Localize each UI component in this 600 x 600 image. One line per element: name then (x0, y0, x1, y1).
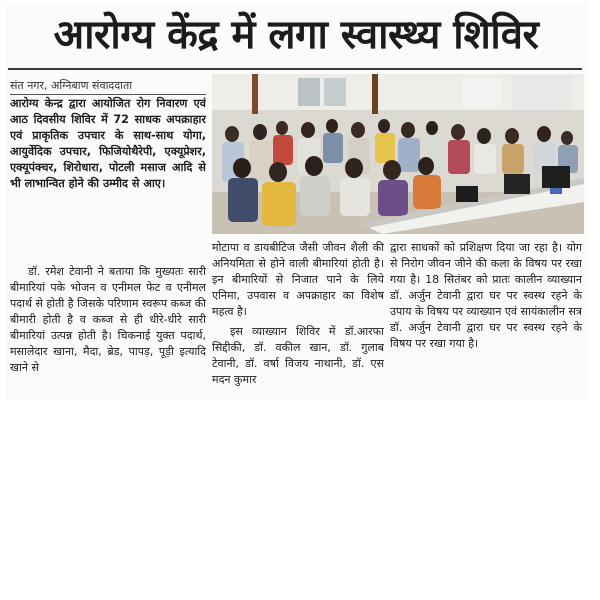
seminar-hall-illustration (212, 74, 584, 234)
body-paragraph-2: मोटापा व डायबीटिज जैसी जीवन शैली की अनियमिता से होने वाली बीमारियां होती है। इन बीमारियों से निजात पाने के लिये एनिमा, उपवास व अपक्राहार का विशेष महत्व है। (212, 241, 384, 318)
body-paragraph-4: द्वारा साधकों को प्रशिक्षण दिया जा रहा है। योग से निरोग जीवन जीने की कला के विषय पर रखा गया है। 18 सितंबर को प्रातः कालीन व्याख्यान डॉ. अर्जुन टेवानी द्वारा घर पर स्वस्थ रहने के उपाय के विषय पर व्याख्यान एवं सायंकालीन सत्र डॉ. अर्जुन टेवानी द्वारा घर पर स्वस्थ रहने के विषय पर रखा गया है। (390, 241, 582, 350)
body-paragraph-3 (212, 324, 384, 398)
body-paragraph-3-text: इस व्याख्यान शिविर में डॉ.आरफा सिद्दीकी, डॉ. वकील खान, डॉ. गुलाब टेवानी, डॉ. वर्षा विजय नाथानी, डॉ. एस मदन कुमार (212, 325, 384, 386)
headline: आरोग्य केंद्र में लगा स्वास्थ्य शिविर (53, 12, 539, 58)
event-photo (212, 74, 584, 234)
lead-paragraph: आरोग्य केन्द्र द्वारा आयोजित रोग निवारण एवं आठ दिवसीय शिविर में 72 साधक अपक्राहार एवं प्राकृतिक उपचार के साथ-साथ योगा, आयुर्वेदिक उपचार, फिजियोथैरेपी, एक्यूप्रेशर, एक्यूपंक्चर, शिरोधारा, पोटली मसाज आदि से भी लाभान्वित होने की उम्मीद से आए। (10, 97, 206, 190)
headline-divider (8, 68, 582, 70)
body-paragraph-1 (10, 264, 206, 396)
dateline: संत नगर, अग्निबाण संवाददाता (10, 78, 206, 95)
body-paragraph-1-text: डॉ. रमेश टेवानी ने बताया कि मुख्यतः सारी बीमारियां पके भोजन व एनीमल फेट व एनीमल पदार्थ से होती है जिसके परिणाम स्वरूप कब्ज की बीमारी होती है व कब्ज से ही धीरे-धीरे सारी बीमारियां उत्पन्न होती है। चिकनाई युक्त पदार्थ, मसालेदार खाना, मैदा, ब्रेड, पापड़, पूड़ी इत्यादि खाने से (10, 265, 206, 374)
